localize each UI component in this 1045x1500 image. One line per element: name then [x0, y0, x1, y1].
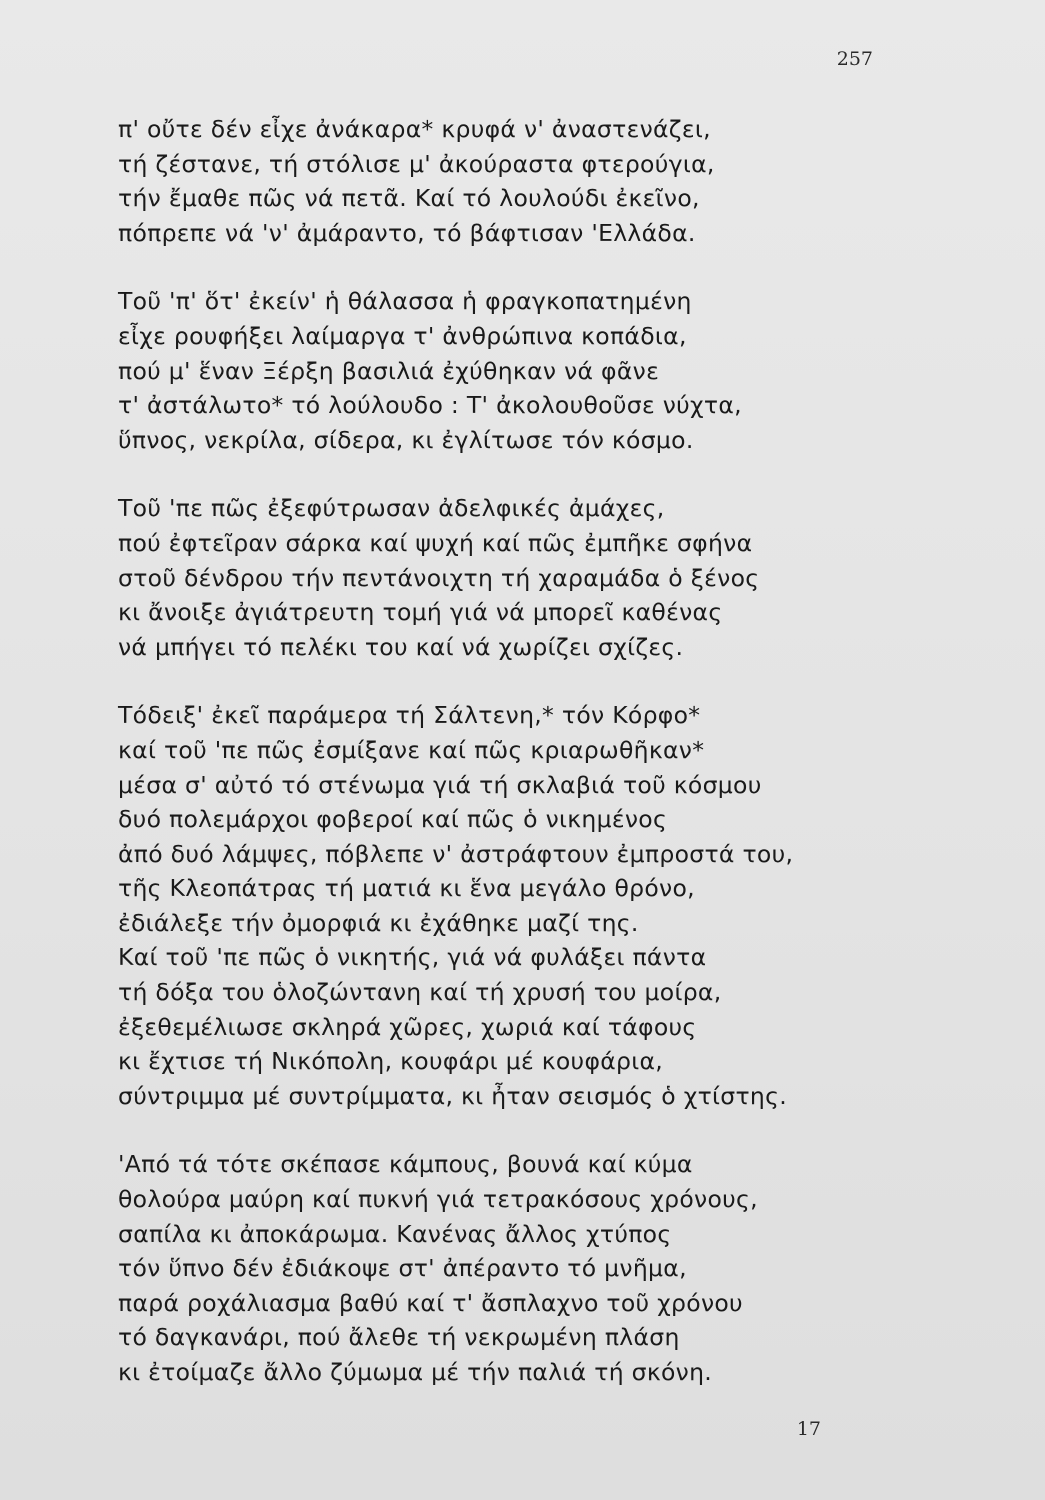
poem-line: 'Από τά τότε σκέπασε κάμπους, βουνά καί κύμα — [118, 1150, 693, 1179]
poem-line: τή δόξα του ὁλοζώντανη καί τή χρυσή του μοίρα, — [118, 978, 722, 1007]
signature-mark: 17 — [796, 1418, 821, 1440]
poem-line: κι ἔχτισε τή Νικόπολη, κουφάρι μέ κουφάρια, — [118, 1047, 664, 1076]
poem-line: τό δαγκανάρι, πού ἄλεθε τή νεκρωμένη πλάση — [118, 1323, 680, 1352]
page-number: 257 — [836, 48, 873, 70]
poem-body — [118, 112, 898, 1424]
poem-line: κι ἐτοίμαζε ἄλλο ζύμωμα μέ τήν παλιά τή σκόνη. — [118, 1358, 713, 1386]
poem-line: ἐδιάλεξε τήν ὀμορφιά κι ἐχάθηκε μαζί της. — [118, 908, 639, 937]
poem-line: πού ἐφτεῖραν σάρκα καί ψυχή καί πῶς ἐμπῆκε σφήνα — [118, 528, 753, 557]
poem-line: θολούρα μαύρη καί πυκνή γιά τετρακόσους χρόνους, — [118, 1185, 758, 1214]
poem-line: παρά ροχάλιασμα βαθύ καί τ' ἄσπλαχνο τοῦ χρόνου — [118, 1288, 743, 1317]
poem-line: στοῦ δένδρου τήν πεντάνοιχτη τή χαραμάδα ὁ ξένος — [118, 563, 760, 592]
poem-line: σαπίλα κι ἀποκάρωμα. Κανένας ἄλλος χτύπος — [118, 1219, 672, 1248]
stanza — [118, 698, 898, 940]
poem-line: μέσα σ' αὐτό τό στένωμα γιά τή σκλαβιά τοῦ κόσμου — [118, 770, 762, 799]
poem-line: καί τοῦ 'πε πῶς ἐσμίξανε καί πῶς κριαρωθῆκαν* — [118, 735, 705, 764]
poem-line: πού μ' ἕναν Ξέρξη βασιλιά ἐχύθηκαν νά φᾶνε — [118, 356, 660, 385]
poem-line: τῆς Κλεοπάτρας τή ματιά κι ἕνα μεγάλο θρόνο, — [118, 874, 695, 903]
poem-line: Καί τοῦ 'πε πῶς ὁ νικητής, γιά νά φυλάξει πάντα — [118, 943, 707, 972]
poem-line: Τόδειξ' ἐκεῖ παράμερα τή Σάλτενη,* τόν Κόρφο* — [118, 701, 701, 730]
poem-line: Τοῦ 'πε πῶς ἐξεφύτρωσαν ἀδελφικές ἀμάχες, — [118, 494, 665, 523]
poem-line: ὕπνος, νεκρίλα, σίδερα, κι ἐγλίτωσε τόν κόσμο. — [118, 425, 694, 454]
stanza — [118, 284, 898, 457]
poem-line: τόν ὕπνο δέν ἐδιάκοψε στ' ἀπέραντο τό μνῆμα, — [118, 1254, 687, 1283]
poem-line: Τοῦ 'π' ὅτ' ἐκείν' ἡ θάλασσα ἡ φραγκοπατημένη — [118, 287, 692, 316]
poem-line: π' οὔτε δέν εἶχε ἀνάκαρα* κρυφά ν' ἀναστενάζει, — [118, 115, 711, 143]
stanza — [118, 940, 898, 1113]
poem-line: κι ἄνοιξε ἀγιάτρευτη τομή γιά νά μπορεῖ καθένας — [118, 598, 723, 627]
poem-line: νά μπήγει τό πελέκι του καί νά χωρίζει σχίζες. — [118, 632, 684, 661]
stanza — [118, 1147, 898, 1389]
poem-line: τήν ἔμαθε πῶς νά πετᾶ. Καί τό λουλούδι ἐκεῖνο, — [118, 184, 700, 213]
poem-line: ἀπό δυό λάμψες, πόβλεπε ν' ἀστράφτουν ἐμπροστά του, — [118, 839, 794, 868]
stanza — [118, 491, 898, 664]
poem-line: σύντριμμα μέ συντρίμματα, κι ἦταν σεισμός ὁ χτίστης. — [118, 1081, 787, 1110]
poem-line: δυό πολεμάρχοι φοβεροί καί πῶς ὁ νικημένος — [118, 805, 668, 834]
poem-line: τ' ἀστάλωτο* τό λούλουδο : Τ' ἀκολουθοῦσε νύχτα, — [118, 391, 742, 420]
poem-line: πόπρεπε νά 'ν' ἀμάραντο, τό βάφτισαν 'Ελλάδα. — [118, 218, 696, 247]
stanza — [118, 112, 898, 250]
poem-line: ἐξεθεμέλιωσε σκληρά χῶρες, χωριά καί τάφους — [118, 1012, 697, 1041]
poem-line: τή ζέστανε, τή στόλισε μ' ἀκούραστα φτερούγια, — [118, 149, 715, 178]
poem-line: εἶχε ρουφήξει λαίμαργα τ' ἀνθρώπινα κοπάδια, — [118, 321, 687, 350]
